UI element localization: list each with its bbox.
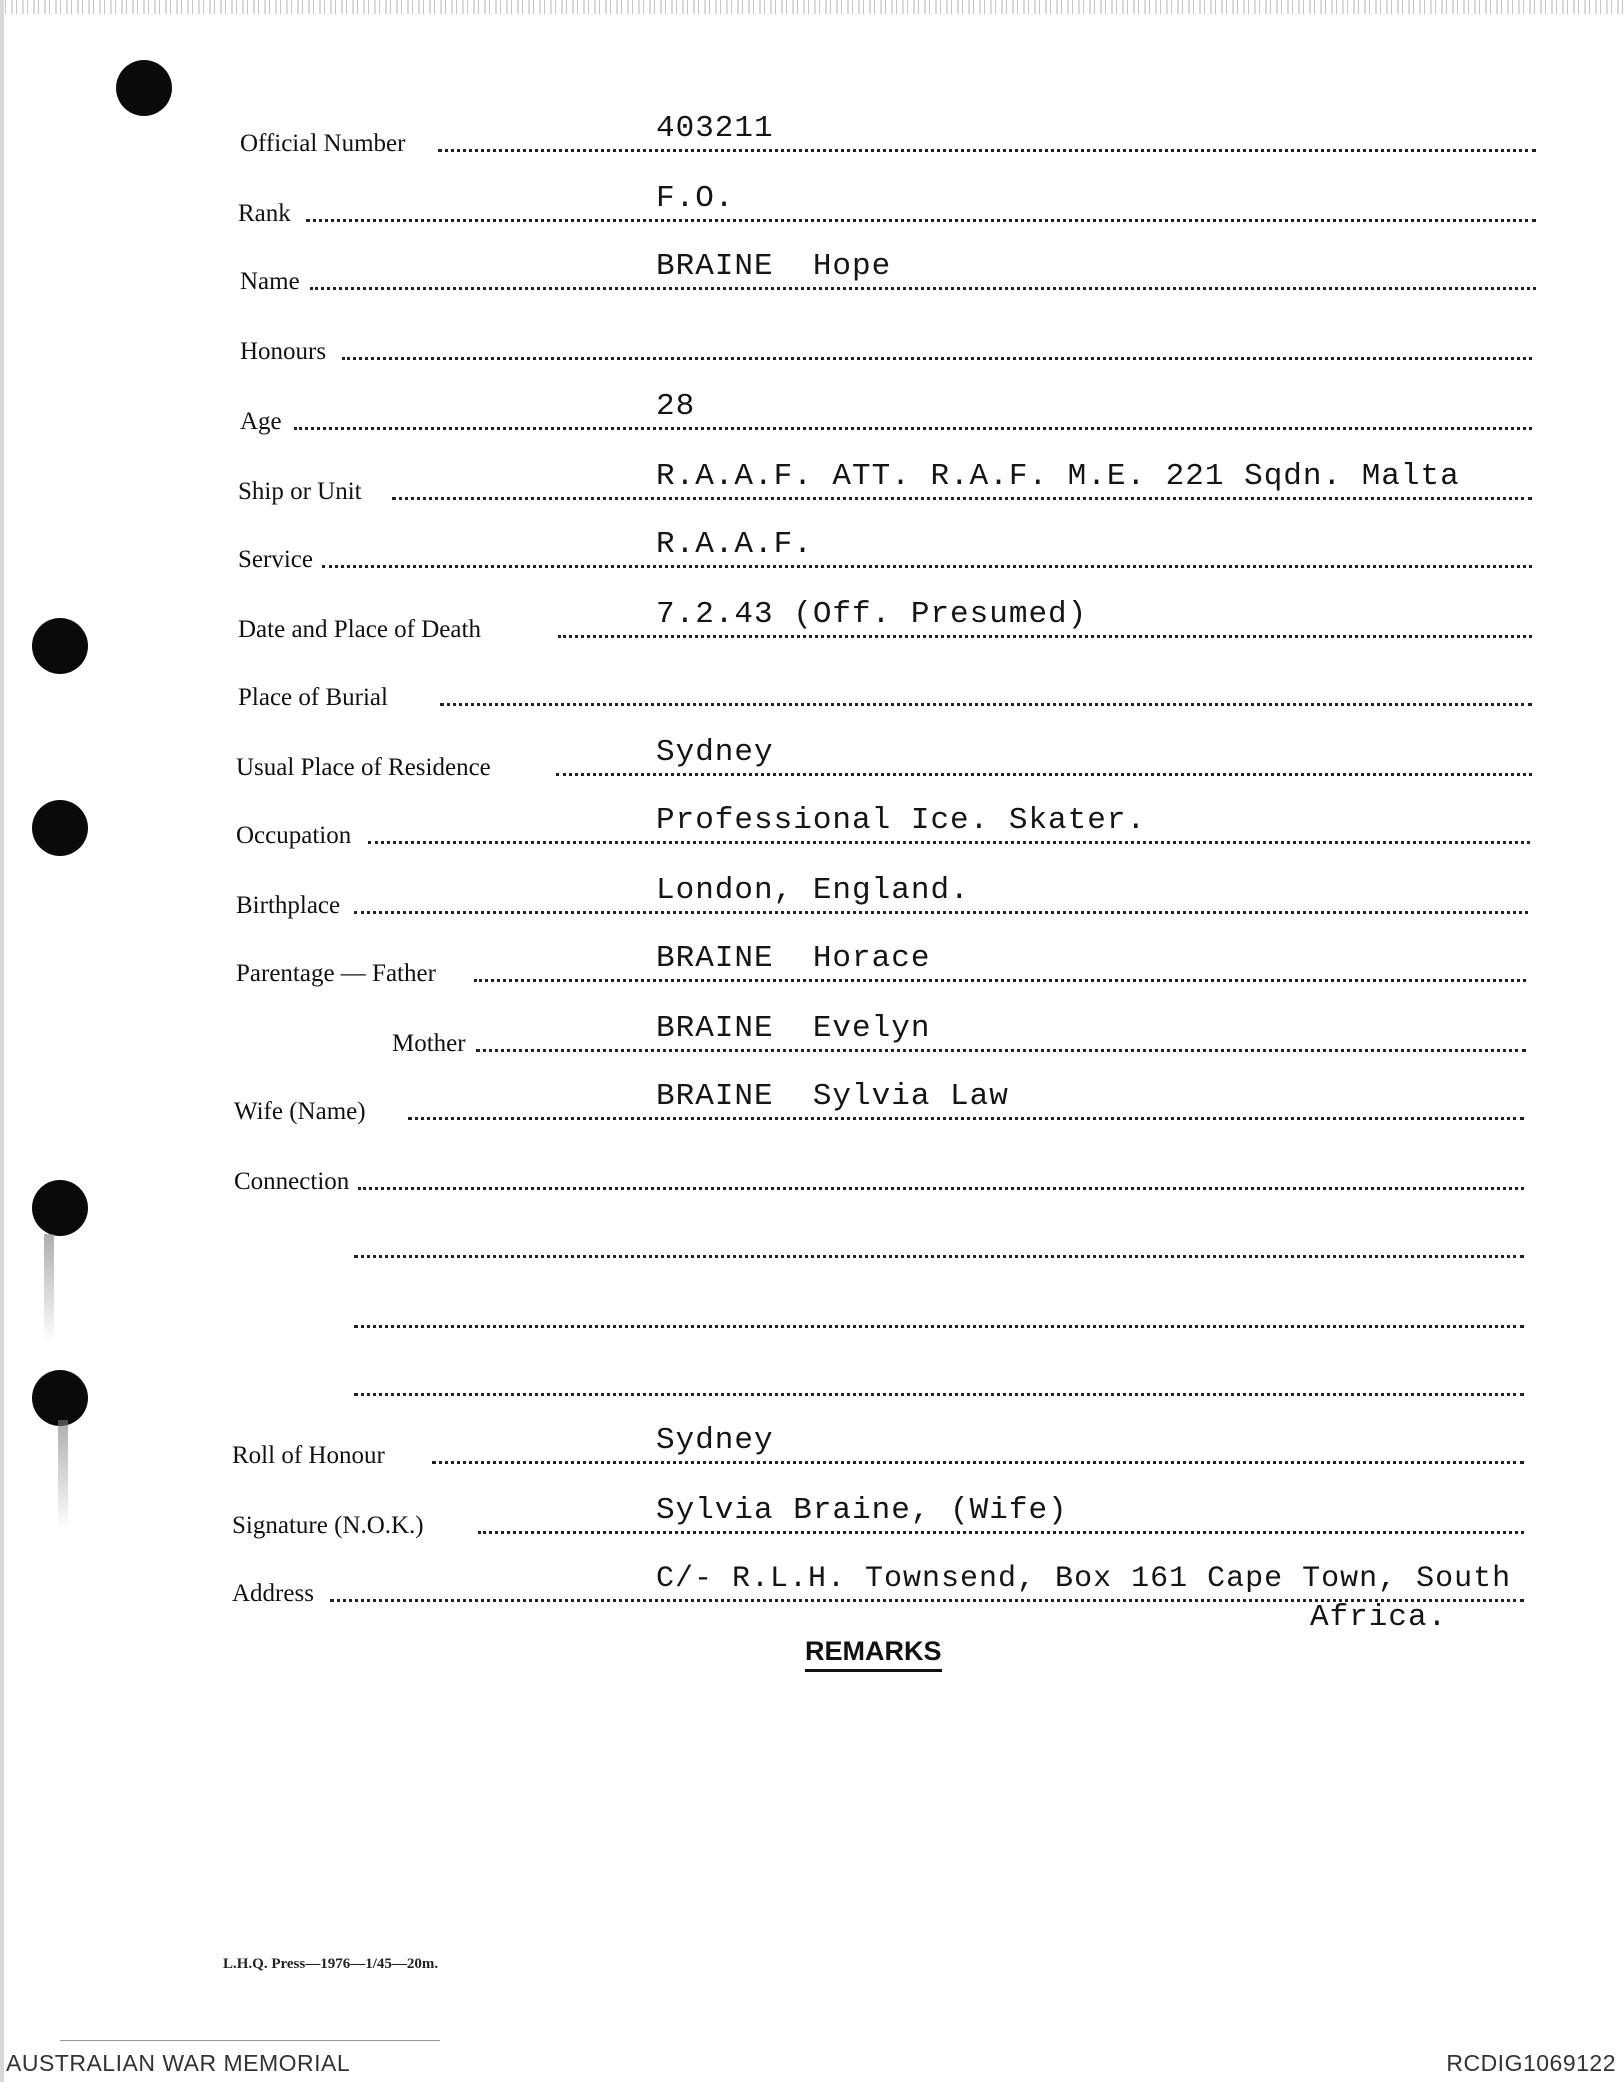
field-value: BRAINE Horace bbox=[656, 941, 931, 976]
field-connection-line-3 bbox=[0, 1288, 1624, 1338]
dotted-line bbox=[322, 565, 1532, 568]
field-label: Birthplace bbox=[236, 892, 341, 919]
remarks-heading: REMARKS bbox=[805, 1636, 942, 1672]
dotted-line bbox=[294, 427, 1532, 430]
field-ship-or-unit bbox=[0, 460, 1624, 510]
field-place-of-burial bbox=[0, 666, 1624, 716]
field-birthplace bbox=[0, 874, 1624, 924]
field-label: Name bbox=[240, 268, 300, 295]
dotted-line bbox=[392, 497, 1532, 500]
field-parentage-father bbox=[0, 942, 1624, 992]
footer-rule bbox=[60, 2040, 440, 2041]
field-connection-line-2 bbox=[0, 1218, 1624, 1268]
field-honours bbox=[0, 320, 1624, 370]
field-value: Professional Ice. Skater. bbox=[656, 803, 1147, 838]
field-rank bbox=[0, 182, 1624, 232]
field-value: BRAINE Evelyn bbox=[656, 1011, 931, 1046]
dotted-line bbox=[558, 635, 1532, 638]
field-label: Age bbox=[240, 408, 282, 435]
dotted-line bbox=[354, 1255, 1524, 1258]
field-label: Connection bbox=[234, 1168, 350, 1195]
press-imprint: L.H.Q. Press—1976—1/45—20m. bbox=[223, 1956, 439, 1972]
field-value: R.A.A.F. bbox=[656, 527, 813, 562]
field-label: Service bbox=[238, 546, 313, 573]
dotted-line bbox=[354, 1393, 1524, 1396]
field-value: F.O. bbox=[656, 181, 735, 216]
field-label: Honours bbox=[240, 338, 327, 365]
field-label: Mother bbox=[392, 1030, 466, 1057]
field-label: Roll of Honour bbox=[232, 1442, 385, 1469]
institution-label: AUSTRALIAN WAR MEMORIAL bbox=[6, 2050, 351, 2076]
dotted-line bbox=[354, 911, 1528, 914]
dotted-line bbox=[476, 1049, 1526, 1052]
field-official-number bbox=[0, 112, 1624, 162]
punch-hole bbox=[116, 60, 172, 116]
dotted-line bbox=[440, 703, 1532, 706]
field-value: BRAINE Sylvia Law bbox=[656, 1079, 1009, 1114]
field-value: 403211 bbox=[656, 111, 774, 146]
field-usual-residence bbox=[0, 736, 1624, 786]
field-connection bbox=[0, 1150, 1624, 1200]
field-roll-of-honour bbox=[0, 1424, 1624, 1474]
field-value: C/- R.L.H. Townsend, Box 161 Cape Town, South bbox=[656, 1562, 1512, 1596]
record-id: RCDIG1069122 bbox=[1446, 2050, 1616, 2076]
field-label: Occupation bbox=[236, 822, 352, 849]
field-label: Signature (N.O.K.) bbox=[232, 1512, 424, 1539]
dotted-line bbox=[432, 1461, 1524, 1464]
dotted-line bbox=[358, 1187, 1524, 1190]
field-label: Usual Place of Residence bbox=[236, 754, 491, 781]
field-parentage-mother bbox=[0, 1012, 1624, 1062]
field-label: Wife (Name) bbox=[234, 1098, 366, 1125]
field-label: Rank bbox=[238, 200, 291, 227]
field-date-place-of-death bbox=[0, 598, 1624, 648]
dotted-line bbox=[342, 357, 1532, 360]
field-occupation bbox=[0, 804, 1624, 854]
field-name bbox=[0, 250, 1624, 300]
field-value: Sydney bbox=[656, 1423, 774, 1458]
dotted-line bbox=[478, 1531, 1524, 1534]
field-value: 7.2.43 (Off. Presumed) bbox=[656, 597, 1088, 632]
field-signature-nok bbox=[0, 1494, 1624, 1544]
scan-top-edge bbox=[0, 0, 1624, 14]
dotted-line bbox=[474, 979, 1526, 982]
field-label: Ship or Unit bbox=[238, 478, 362, 505]
field-connection-line-4 bbox=[0, 1356, 1624, 1406]
field-label: Place of Burial bbox=[238, 684, 388, 711]
field-age bbox=[0, 390, 1624, 440]
field-value: Sylvia Braine, (Wife) bbox=[656, 1493, 1068, 1528]
field-value: R.A.A.F. ATT. R.A.F. M.E. 221 Sqdn. Malta bbox=[656, 459, 1460, 494]
dotted-line bbox=[408, 1117, 1524, 1120]
field-value: London, England. bbox=[656, 873, 970, 908]
dotted-line bbox=[438, 149, 1536, 152]
field-label: Address bbox=[232, 1580, 314, 1607]
dotted-line bbox=[306, 219, 1536, 222]
dotted-line bbox=[354, 1325, 1524, 1328]
dotted-line bbox=[368, 841, 1530, 844]
dotted-line bbox=[556, 773, 1532, 776]
field-wife-name bbox=[0, 1080, 1624, 1130]
field-label: Parentage — Father bbox=[236, 960, 436, 987]
dotted-line bbox=[310, 287, 1536, 290]
field-label: Official Number bbox=[240, 130, 406, 157]
field-value: BRAINE Hope bbox=[656, 249, 892, 284]
address-continuation: Africa. bbox=[1310, 1600, 1448, 1635]
field-value: Sydney bbox=[656, 735, 774, 770]
field-value: 28 bbox=[656, 389, 696, 424]
field-service bbox=[0, 528, 1624, 578]
field-label: Date and Place of Death bbox=[238, 616, 481, 643]
